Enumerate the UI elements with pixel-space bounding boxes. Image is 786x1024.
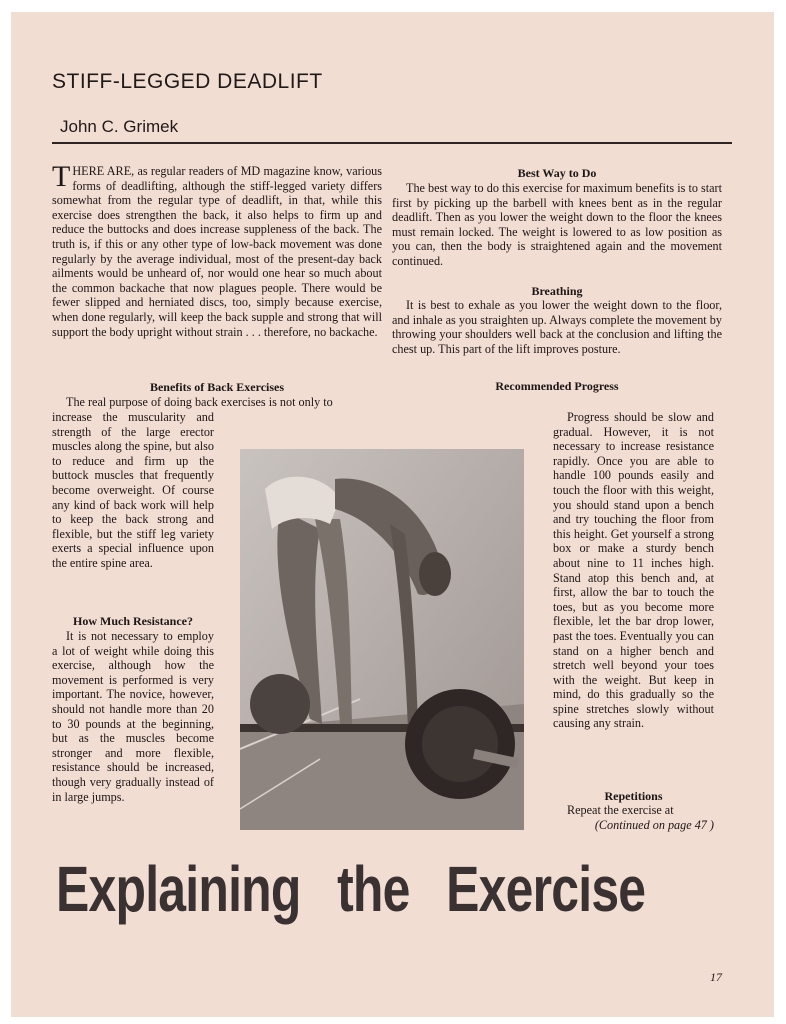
page-number: 17	[710, 970, 722, 984]
benefits-body: increase the muscularity and strength of the large erector muscles along the spine, but also to reduce and firm up the buttock muscles that frequently become overweight. Of course any kind of back work will help to keep the back strong and flexible, but the stiff leg variety exerts a special influence upon the entire spine area.	[52, 410, 214, 570]
progress-heading: Recommended Progress	[495, 379, 619, 393]
bestway-heading: Best Way to Do	[517, 166, 597, 180]
exercise-photo	[240, 449, 524, 830]
intro-paragraph	[52, 160, 382, 339]
repetitions-body: Repeat the exercise at	[567, 803, 674, 817]
drop-cap: T	[52, 160, 71, 193]
resistance-body: It is not necessary to employ a lot of weight while doing this exercise, although how the movement is performed is very important. The novice, however, should not handle more than 20 to 30 pounds at the beginning, but as the muscles become stronger and more flexible, resistance should be increased, though very gradually instead of in large jumps.	[52, 629, 214, 804]
header-rule	[52, 142, 732, 144]
article-author: John C. Grimek	[60, 117, 179, 136]
bestway-body: The best way to do this exercise for maximum benefits is to start first by picking up the barbell with knees bent as in the regular deadlift. Then as you lower the weight down to the floor the knees must remain locked. The weight is lowered to as low position as you can, then the body is straightened again and the movement continued.	[392, 181, 722, 268]
breathing-body: It is best to exhale as you lower the weight down to the floor, and inhale as you straighten up. Always complete the movement by throwing your shoulders well back at the conclusion and lifting the chest up. This part of the lift improves posture.	[392, 298, 722, 356]
continued-note: (Continued on page 47 )	[594, 818, 714, 832]
headline-banner: Explaining the Exercise	[56, 853, 646, 925]
resistance-heading: How Much Resistance?	[73, 614, 193, 628]
article-title: STIFF-LEGGED DEADLIFT	[52, 70, 323, 93]
benefits-lead: The real purpose of doing back exercises is not only to	[66, 395, 333, 409]
breathing-heading: Breathing	[531, 284, 583, 298]
athlete-illustration	[240, 449, 524, 830]
repetitions-heading: Repetitions	[604, 789, 663, 803]
intro-text: HERE ARE, as regular readers of MD magazine know, various forms of deadlifting, although the stiff-legged variety differs somewhat from the regular type of deadlift, in that, while this exercise does strengthen the back, it also helps to firm up and reduce the buttocks and does increase suppleness of the back. The truth is, if this or any other type of low-back movement was done regularly by the average individual, most of the present-day back ailments would be unheard of, nor would one hear so much about the common backache that now plagues people. There would be fewer slipped and herniated discs, too, simply because exercise, when done regularly, will keep the back supple and strong that will support the body upright without strain . . . therefore, no backache.	[52, 164, 382, 339]
benefits-heading: Benefits of Back Exercises	[149, 380, 285, 394]
progress-body: Progress should be slow and gradual. However, it is not necessary to increase resistance rapidly. Once you are able to handle 100 pounds easily and touch the floor with this weight, you should stand upon a bench and try touching the floor from this height. Get yourself a strong box or make a sturdy bench about nine to 11 inches high. Stand atop this bench and, at first, allow the bar to touch the toes, but as you become more flexible, let the bar drop lower, past the toes. Eventually you can stand on a higher bench and stretch well beyond your toes with the weight. But keep in mind, do this gradually so the spine stretches slowly without causing any strain.	[553, 410, 714, 731]
